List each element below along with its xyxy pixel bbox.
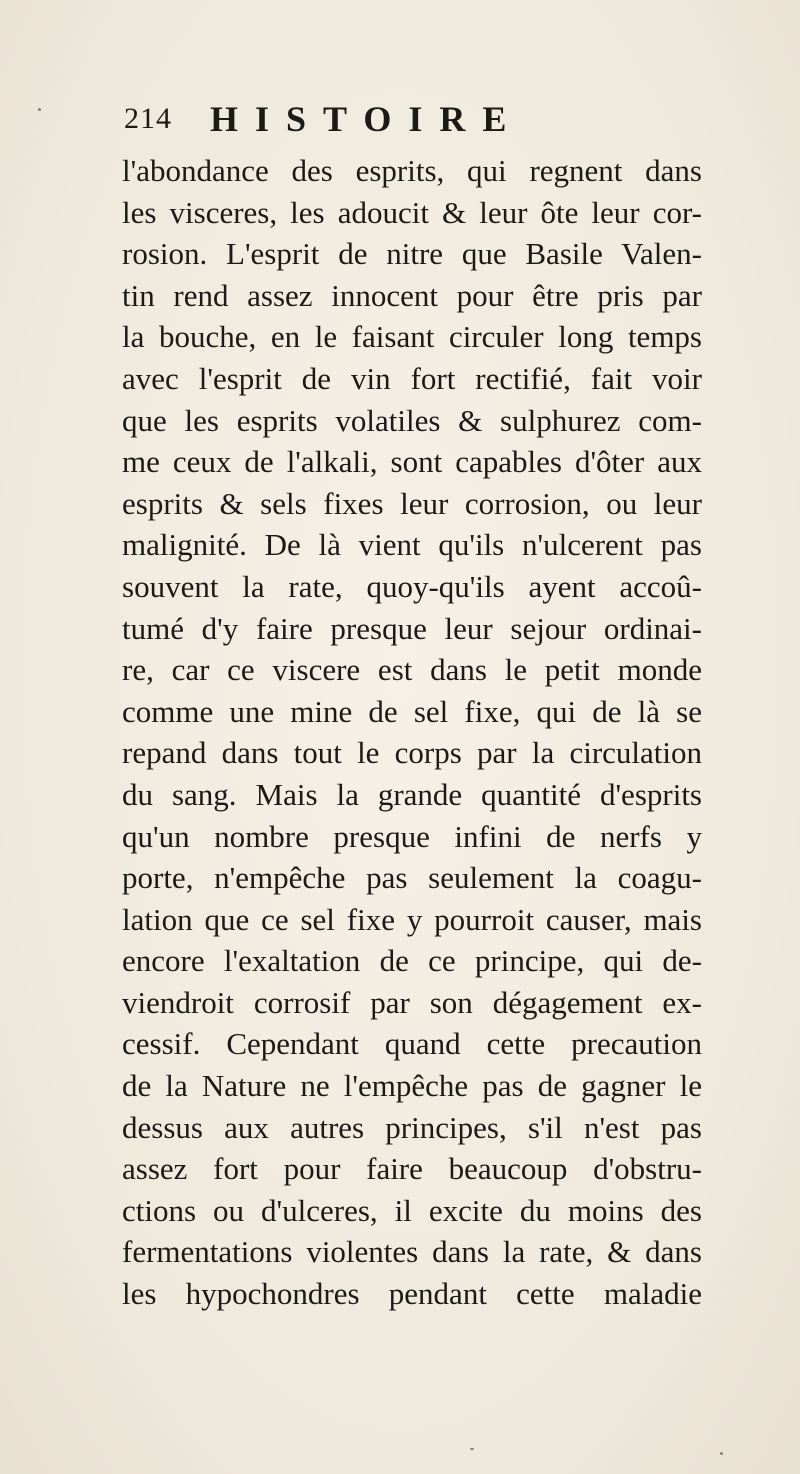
- text-line: tin rend assez innocent pour être pris par: [122, 277, 702, 313]
- text-line: que les esprits volatiles & sulphurez com-: [122, 402, 702, 438]
- paper-speck: [38, 108, 41, 111]
- text-line: du sang. Mais la grande quantité d'esprits: [122, 776, 702, 812]
- text-line: me ceux de l'alkali, sont capables d'ôter aux: [122, 444, 702, 480]
- text-line: avec l'esprit de vin fort rectifié, fait voir: [122, 360, 702, 396]
- text-line: de la Nature ne l'empêche pas de gagner le: [122, 1068, 702, 1104]
- text-line: tumé d'y faire presque leur sejour ordinai-: [122, 610, 702, 646]
- paper-speck: [470, 1448, 474, 1450]
- text-line: les visceres, les adoucit & leur ôte leur cor-: [122, 194, 702, 230]
- text-line: dessus aux autres principes, s'il n'est pas: [122, 1109, 702, 1145]
- text-line: l'abondance des esprits, qui regnent dans: [122, 153, 702, 188]
- text-line: esprits & sels fixes leur corrosion, ou leur: [122, 485, 702, 521]
- text-line: lation que ce sel fixe y pourroit causer, mais: [122, 901, 702, 937]
- text-line: re, car ce viscere est dans le petit monde: [122, 652, 702, 688]
- text-line: viendroit corrosif par son dégagement ex-: [122, 984, 702, 1020]
- text-line: souvent la rate, quoy-qu'ils ayent accoû-: [122, 568, 702, 604]
- paper-speck: [720, 1452, 723, 1455]
- text-line: porte, n'empêche pas seulement la coagu-: [122, 860, 702, 896]
- text-line: les hypochondres pendant cette maladie: [122, 1276, 702, 1312]
- running-title: HISTOIRE: [210, 99, 524, 139]
- text-line: la bouche, en le faisant circuler long temps: [122, 319, 702, 355]
- text-line: cessif. Cependant quand cette precaution: [122, 1026, 702, 1062]
- body-text: [122, 150, 702, 1315]
- text-line: rosion. L'esprit de nitre que Basile Valen-: [122, 236, 702, 272]
- page-header: [124, 98, 684, 142]
- text-line: encore l'exaltation de ce principe, qui de-: [122, 943, 702, 979]
- text-line: comme une mine de sel fixe, qui de là se: [122, 693, 702, 729]
- text-line: ctions ou d'ulceres, il excite du moins des: [122, 1192, 702, 1228]
- text-line: malignité. De là vient qu'ils n'ulcerent pas: [122, 527, 702, 563]
- text-line: assez fort pour faire beaucoup d'obstru-: [122, 1151, 702, 1187]
- text-line: repand dans tout le corps par la circulation: [122, 735, 702, 771]
- text-line: fermentations violentes dans la rate, & dans: [122, 1234, 702, 1270]
- text-line: qu'un nombre presque infini de nerfs y: [122, 818, 702, 854]
- page-number: 214: [124, 102, 172, 135]
